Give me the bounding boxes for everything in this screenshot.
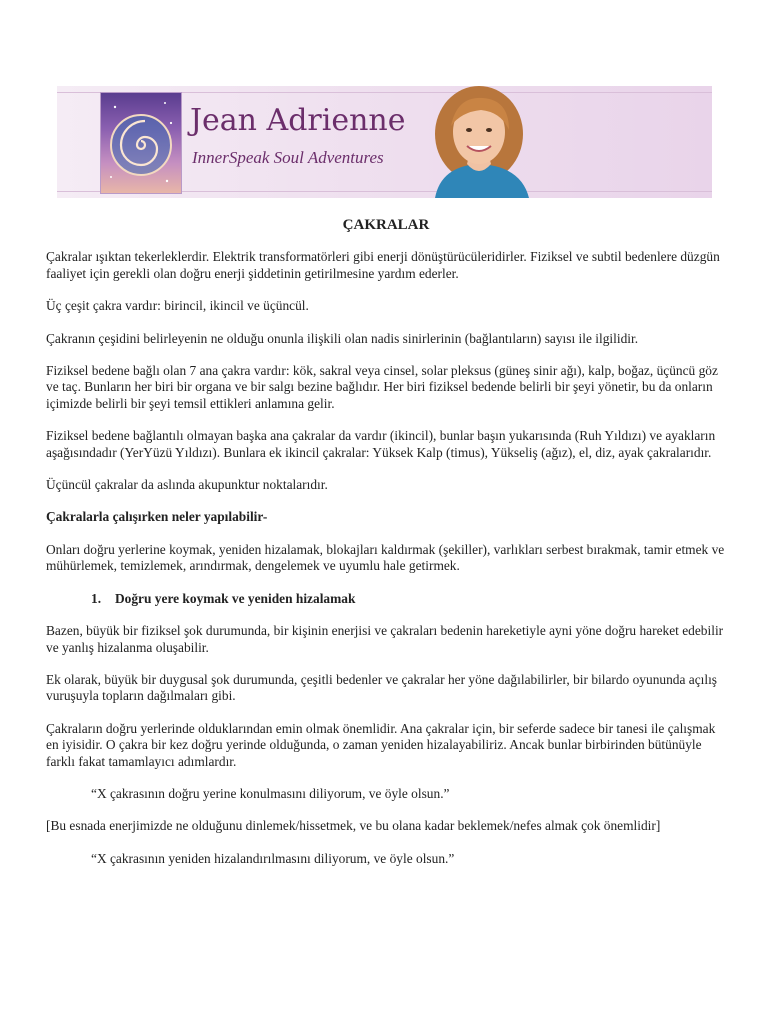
quote-1: “X çakrasının doğru yerine konulmasını diliyorum, ve öyle olsun.” — [91, 785, 450, 801]
list-item-title: Doğru yere koymak ve yeniden hizalamak — [115, 590, 356, 606]
paragraph-work: Onları doğru yerlerine koymak, yeniden hizalamak, blokajları kaldırmak (şekiller), varlıkları serbest bırakmak, tamir etmek ve mühürlemek, temizlemek, arındırmak, dengelemek ve uyumlu hale getirmek. — [46, 541, 725, 574]
paragraph-bracket-note: [Bu esnada enerjimizde ne olduğunu dinlemek/hissetmek, ve bu olana kadar beklemek/nefes almak çok önemlidir] — [46, 818, 661, 834]
paragraph-types: Üç çeşit çakra vardır: birincil, ikincil ve üçüncül. — [46, 298, 309, 314]
nautilus-logo-icon — [100, 92, 182, 194]
author-name: Jean Adrienne — [190, 103, 406, 138]
paragraph-determine: Çakranın çeşidini belirleyenin ne olduğu onunla ilişkili olan nadis sinirlerinin (bağlantıların) sayısı ile ilgilidir. — [46, 330, 639, 346]
paragraph-emotional: Ek olarak, büyük bir duygusal şok durumunda, çeşitli bedenler ve çakralar her yöne dağılabilirler, bir bilardo oyununda açılış vuruşuyla topların dağılmaları gibi. — [46, 671, 718, 704]
paragraph-intro: Çakralar ışıktan tekerleklerdir. Elektrik transformatörleri gibi enerji dönüştürücüleridirler. Fiziksel ve subtil bedenlere düzgün faaliyet için gerekli olan doğru enerji şiddetinin getirilmesine yardım ederler. — [46, 249, 720, 281]
list-number: 1. — [91, 590, 102, 606]
brand-tagline: InnerSpeak Soul Adventures — [192, 148, 384, 167]
numbered-heading — [46, 591, 726, 607]
quote-2: “X çakrasının yeniden hizalandırılmasını diliyorum, ve öyle olsun.” — [91, 850, 455, 866]
paragraph-tertiary: Üçüncül çakralar da aslında akupunktur noktalarıdır. — [46, 477, 328, 493]
paragraph-important: Çakraların doğru yerlerinde olduklarından emin olmak önemlidir. Ana çakralar için, bir seferde sadece bir tanesi ile çalışmak en iyisidir. O çakra bir kez doğru yerinde olduğunda, o zaman yeniden hizalayabiliriz. Ancak bunlar birbirinden bütünüyle farklı fakat tamamlayıcı adımlardır. — [46, 720, 716, 769]
section-heading: Çakralarla çalışırken neler yapılabilir- — [46, 509, 268, 525]
header-banner — [57, 86, 712, 198]
paragraph-shock: Bazen, büyük bir fiziksel şok durumunda, bir kişinin enerjisi ve çakraları bedenin hareketiyle ayni yöne doğru hareket edebilir ve yanlış hizalanma oluşabilir. — [46, 623, 724, 655]
document-body — [46, 210, 726, 883]
author-portrait — [417, 86, 547, 198]
paragraph-nonphysical: Fiziksel bedene bağlantılı olmayan başka ana çakralar da vardır (ikincil), bunlar başın yukarısında (Ruh Yıldızı) ve ayakların aşağısındadır (YerYüzü Yıldızı). Bunlara ek ikincil çakralar: Yüksek Kalp (timus), Yükseliş (ağız), el, diz, ayak çakralarıdır. — [46, 428, 716, 460]
document-title: ÇAKRALAR — [342, 217, 430, 233]
paragraph-physical: Fiziksel bedene bağlı olan 7 ana çakra vardır: kök, sakral veya cinsel, solar pleksus (güneş sinir ağı), kalp, boğaz, üçüncü göz ve taç. Bunların her biri bir organa ve bir salgı bezine bağlıdır. Her biri fiziksel bedende belirli bir şeyi yönetir, bu da onların içimizde belirli bir şeyi temsil ettikleri anlamına gelir. — [46, 363, 718, 411]
